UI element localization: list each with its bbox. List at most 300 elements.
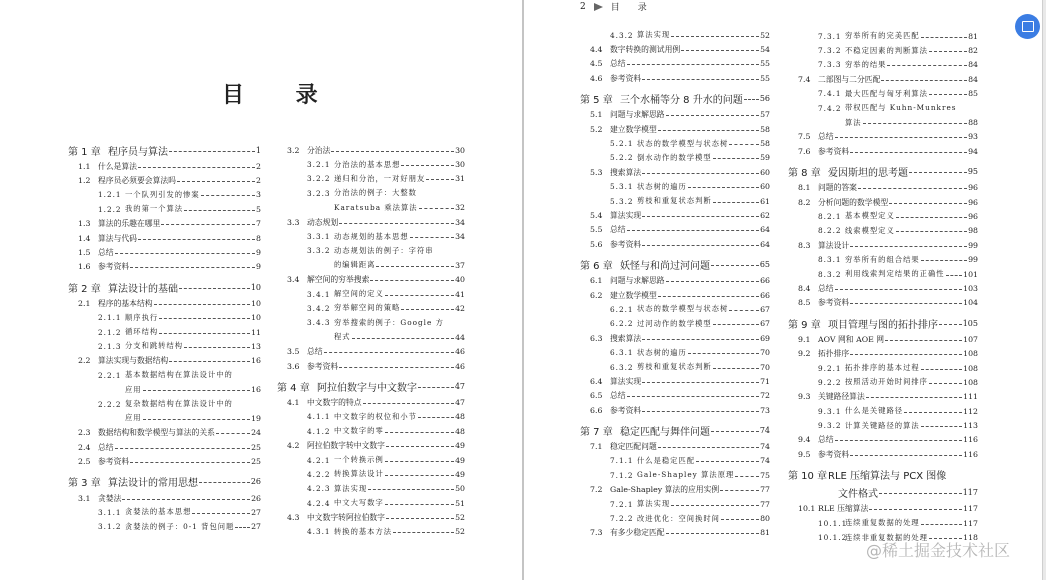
toc-section-entry[interactable] [798, 296, 978, 310]
toc-entry-page: 19 [251, 413, 261, 423]
toc-section-entry[interactable] [590, 389, 770, 403]
toc-subsection-entry[interactable] [798, 361, 978, 375]
toc-entry-title: 参考资料 [818, 298, 850, 308]
leader-dots [835, 289, 963, 290]
leader-dots [161, 224, 255, 225]
toc-entry-number: 3.4.2 [307, 303, 331, 313]
toc-entry-page: 66 [760, 290, 770, 300]
toc-entry-page: 41 [455, 289, 465, 299]
toc-entry-number: 7.2.2 [610, 514, 634, 524]
toc-entry-title: 我的第一个算法 [125, 204, 184, 214]
leader-dots [929, 383, 962, 384]
toc-subsection-entry[interactable] [590, 151, 770, 165]
toc-entry-title: Gale-Shapley 算法的应用实例 [610, 485, 720, 495]
toc-section-entry[interactable] [287, 438, 465, 452]
toc-entry-title: 总结 [98, 442, 114, 452]
leader-dots [426, 179, 454, 180]
toc-entry-page: 10 [251, 313, 261, 323]
toc-subsection-entry[interactable] [798, 375, 978, 389]
toc-entry-page: 24 [251, 428, 261, 438]
toc-section-entry[interactable] [798, 144, 978, 158]
leader-dots [713, 202, 759, 203]
toc-entry-title: 解空间的穷举搜索 [307, 275, 370, 285]
leader-dots [879, 493, 962, 494]
toc-entry-title: 参考资料 [818, 449, 850, 459]
toc-entry-page: 5 [256, 204, 261, 214]
toc-entry-title: 总结 [818, 435, 834, 445]
toc-entry-page: 46 [455, 347, 465, 357]
toc-section-entry[interactable] [798, 390, 978, 404]
toc-entry-page: 103 [963, 283, 978, 293]
toc-entry-page: 104 [963, 298, 978, 308]
toc-section-entry[interactable] [78, 440, 261, 454]
toc-entry-title: 状态的数学模型与状态树 [637, 304, 729, 314]
toc-entry-page: 64 [760, 225, 770, 235]
toc-entry-number: 2.1.2 [98, 327, 122, 337]
toc-entry-number: 4.2.1 [307, 455, 331, 465]
toc-subsection-entry[interactable] [590, 468, 770, 482]
toc-entry-title: 问题与求解思路 [610, 276, 665, 286]
leader-dots [713, 158, 759, 159]
toc-chapter-entry[interactable] [580, 421, 770, 439]
toc-subsection-entry[interactable] [798, 224, 978, 238]
toc-entry-page: 31 [455, 174, 465, 184]
toc-entry-page: 61 [760, 196, 770, 206]
toc-section-entry[interactable] [78, 245, 261, 259]
toc-entry-continuation[interactable] [287, 258, 465, 272]
leader-dots [401, 309, 454, 310]
leader-dots [401, 165, 454, 166]
toc-subsection-entry[interactable] [78, 368, 261, 382]
toc-subsection-entry[interactable] [287, 525, 465, 539]
toc-column-1 [68, 141, 261, 534]
toc-section-entry[interactable] [287, 273, 465, 287]
toc-entry-title: 顺序执行 [125, 312, 159, 322]
toc-entry-page: 108 [963, 363, 978, 373]
toc-entry-title: RLE 压缩算法与 PCX 图像 [828, 471, 947, 483]
toc-entry-number: 1.2.1 [98, 190, 122, 200]
toc-section-entry[interactable] [590, 237, 770, 251]
toc-entry-number: 8.2 [798, 197, 811, 207]
toc-entry-number: 2.2.1 [98, 370, 122, 380]
toc-subsection-entry[interactable] [78, 188, 261, 202]
toc-entry-number: 3.3 [287, 217, 300, 227]
toc-section-entry[interactable] [590, 208, 770, 222]
toc-entry-title: 分支和跳转结构 [125, 341, 184, 351]
toc-entry-number: 2.1 [78, 298, 91, 308]
leader-dots [184, 347, 250, 348]
toc-entry-number: 7.2 [590, 485, 603, 495]
toc-subsection-entry[interactable] [287, 410, 465, 424]
toc-section-entry[interactable] [287, 510, 465, 524]
toc-section-entry[interactable] [590, 122, 770, 136]
leader-dots [896, 231, 967, 232]
toc-subsection-entry[interactable] [287, 316, 465, 330]
toc-entry-page: 37 [455, 260, 465, 270]
toc-entry-page: 113 [963, 421, 978, 431]
leader-dots [696, 461, 759, 462]
toc-subsection-entry[interactable] [798, 267, 978, 281]
toc-subsection-entry[interactable] [798, 209, 978, 223]
toc-subsection-entry[interactable] [590, 302, 770, 316]
toc-entry-continuation[interactable] [287, 330, 465, 344]
toc-section-entry[interactable] [287, 143, 465, 157]
toc-entry-page: 96 [968, 211, 978, 221]
leader-dots [835, 440, 963, 441]
toc-subsection-entry[interactable] [78, 339, 261, 353]
toc-subsection-entry[interactable] [78, 311, 261, 325]
toc-entry-number: 9.3.1 [818, 406, 842, 416]
toc-section-entry[interactable] [78, 426, 261, 440]
toc-entry-number: 4.1.2 [307, 426, 331, 436]
toc-entry-number: 4.2.2 [307, 469, 331, 479]
toc-section-entry[interactable] [78, 173, 261, 187]
toc-entry-title-line2: 文件格式 [838, 489, 878, 501]
toc-entry-continuation[interactable] [287, 201, 465, 215]
toc-subsection-entry[interactable] [798, 404, 978, 418]
leader-dots [418, 387, 454, 388]
toc-entry-number: 3.3.1 [307, 232, 331, 242]
toc-subsection-entry[interactable] [590, 511, 770, 525]
toc-entry-page: 34 [455, 232, 465, 242]
toc-subsection-entry[interactable] [287, 424, 465, 438]
toc-entry-number: 8.3.2 [818, 269, 842, 279]
toc-subsection-entry[interactable] [287, 467, 465, 481]
leader-dots [159, 333, 250, 334]
toc-entry-title: 循环结构 [125, 327, 159, 337]
toc-entry-number: 3.4.3 [307, 318, 331, 328]
toc-entry-page: 49 [455, 469, 465, 479]
toc-section-entry[interactable] [590, 57, 770, 71]
toc-entry-number: 8.5 [798, 298, 811, 308]
leader-dots [192, 513, 250, 514]
toc-entry-page: 52 [455, 527, 465, 537]
toc-entry-number: 3.5 [287, 347, 300, 357]
toc-entry-page: 25 [251, 442, 261, 452]
toc-entry-number: 7.4 [798, 74, 811, 84]
toc-entry-title: 建立数学模型 [610, 124, 657, 134]
leader-dots [385, 295, 454, 296]
running-head-label: 目 录 [610, 3, 647, 13]
toc-entry-title: 贪婪法的基本思想 [125, 507, 192, 517]
toc-entry-page: 27 [251, 522, 261, 532]
toc-entry-title: 动态规划 [307, 217, 339, 227]
toc-entry-title: Gale-Shapley 算法原理 [637, 470, 735, 480]
toc-subsection-entry[interactable] [798, 418, 978, 432]
toc-subsection-entry[interactable] [287, 453, 465, 467]
leader-dots [858, 188, 967, 189]
toc-section-entry[interactable] [78, 231, 261, 245]
toc-entry-title: 穷举搜索的例子：Google 方 [334, 317, 444, 327]
toc-entry-number: 5.3.2 [610, 196, 634, 206]
toc-entry-page: 72 [760, 391, 770, 401]
toc-entry-title: 程序的基本结构 [98, 298, 153, 308]
toc-section-entry[interactable] [78, 260, 261, 274]
leader-dots [352, 338, 454, 339]
toc-entry-title: 问题与求解思路 [610, 110, 665, 120]
toc-section-entry[interactable] [798, 72, 978, 86]
toc-entry-page: 51 [455, 498, 465, 508]
toc-entry-page: 116 [963, 449, 978, 459]
toc-section-entry[interactable] [798, 447, 978, 461]
toc-subsection-entry[interactable] [287, 229, 465, 243]
toc-section-entry[interactable] [78, 354, 261, 368]
leader-dots [850, 354, 962, 355]
toc-subsection-entry[interactable] [78, 505, 261, 519]
toc-entry-number: 第 1 章 [68, 146, 101, 158]
toc-section-entry[interactable] [78, 217, 261, 231]
toc-entry-number: 7.3.1 [818, 31, 842, 41]
toc-section-entry[interactable] [798, 238, 978, 252]
toc-entry-continuation[interactable] [78, 382, 261, 396]
toc-subsection-entry[interactable] [798, 252, 978, 266]
leader-dots [179, 288, 250, 289]
leader-dots [869, 509, 962, 510]
toc-entry-number: 8.4 [798, 283, 811, 293]
toc-section-entry[interactable] [798, 346, 978, 360]
toc-entry-page: 70 [760, 362, 770, 372]
toc-section-entry[interactable] [590, 374, 770, 388]
toc-entry-number: 6.2.1 [610, 304, 634, 314]
toc-section-entry[interactable] [798, 433, 978, 447]
toc-entry-number: 5.1 [590, 110, 603, 120]
toc-chapter-entry[interactable] [68, 473, 261, 491]
toc-chapter-entry[interactable] [788, 163, 978, 181]
toc-subsection-entry[interactable] [798, 516, 978, 530]
toc-subsection-entry[interactable] [590, 180, 770, 194]
toc-entry-page: 47 [454, 381, 465, 391]
leader-dots [324, 352, 454, 353]
toc-subsection-entry[interactable] [287, 186, 465, 200]
toc-entry-title: 递归和分治，一对好朋友 [334, 173, 426, 183]
toc-subsection-entry[interactable] [798, 58, 978, 72]
toc-entry-number: 8.2.2 [818, 226, 842, 236]
running-head-page-number: 2 [580, 1, 586, 12]
toc-subsection-entry[interactable] [287, 496, 465, 510]
toc-entry-title: 剪枝和重复状态判断 [637, 362, 712, 371]
leader-dots [835, 137, 967, 138]
toc-entry-number: 2.2 [78, 356, 91, 366]
toc-subsection-entry[interactable] [590, 497, 770, 511]
toc-entry-title: AOV 网和 AOE 网 [818, 334, 885, 344]
toc-entry-title-line2: 应用 [125, 413, 142, 423]
toc-section-entry[interactable] [590, 331, 770, 345]
toc-section-entry[interactable] [78, 159, 261, 173]
toc-chapter-entry[interactable] [580, 255, 770, 273]
leader-dots [122, 499, 250, 500]
toc-entry-title: 算法实现 [334, 483, 368, 493]
leader-dots [216, 433, 250, 434]
toc-entry-page: 108 [963, 349, 978, 359]
toc-entry-number: 1.1 [78, 161, 91, 171]
leader-dots [642, 382, 759, 383]
leader-dots [921, 369, 962, 370]
toc-entry-page: 74 [760, 456, 770, 466]
toc-subsection-entry[interactable] [78, 397, 261, 411]
toc-section-entry[interactable] [287, 344, 465, 358]
leader-dots [642, 411, 759, 412]
toc-entry-page: 116 [963, 435, 978, 445]
toc-entry-page: 50 [455, 484, 465, 494]
toc-chapter-entry[interactable] [788, 314, 978, 332]
toc-subsection-entry[interactable] [287, 301, 465, 315]
toc-section-entry[interactable] [590, 71, 770, 85]
toc-subsection-entry[interactable] [798, 87, 978, 101]
toc-section-entry[interactable] [798, 502, 978, 516]
toc-subsection-entry[interactable] [78, 325, 261, 339]
toc-subsection-entry[interactable] [590, 317, 770, 331]
toc-subsection-entry[interactable] [287, 287, 465, 301]
toc-subsection-entry[interactable] [590, 194, 770, 208]
toc-entry-number: 2.3 [78, 428, 91, 438]
toc-subsection-entry[interactable] [287, 244, 465, 258]
toc-entry-page: 64 [760, 239, 770, 249]
toc-subsection-entry[interactable] [287, 157, 465, 171]
toc-entry-page: 3 [256, 190, 261, 200]
toc-section-entry[interactable] [287, 215, 465, 229]
toc-entry-continuation[interactable] [78, 411, 261, 425]
toc-chapter-entry[interactable] [68, 141, 261, 159]
toc-entry-page: 48 [455, 426, 465, 436]
toc-section-entry[interactable] [590, 439, 770, 453]
toc-entry-page: 75 [760, 470, 770, 480]
toc-entry-page: 49 [455, 441, 465, 451]
toc-section-entry[interactable] [287, 359, 465, 373]
leader-dots [143, 419, 250, 420]
toc-section-entry[interactable] [78, 296, 261, 310]
toc-entry-number: 4.4 [590, 45, 603, 55]
toc-subsection-entry[interactable] [287, 482, 465, 496]
toc-entry-title: 剪枝和重复状态判断 [637, 196, 712, 206]
toc-entry-title: 算法实现与数据结构 [98, 356, 169, 366]
toc-entry-title: 算法与代码 [98, 233, 137, 243]
toc-title: 目 录 [222, 83, 340, 108]
toc-section-entry[interactable] [798, 195, 978, 209]
toc-entry-page: 13 [251, 341, 261, 351]
toc-entry-page: 99 [968, 255, 978, 265]
toc-entry-continuation[interactable] [788, 484, 978, 502]
toc-entry-title: 中文大写数字 [334, 498, 384, 508]
image-convert-button[interactable] [1015, 14, 1040, 39]
toc-subsection-entry[interactable] [78, 520, 261, 534]
toc-entry-title-line2: Karatsuba 乘法算法 [334, 202, 418, 212]
toc-entry-title: 稳定匹配问题 [610, 442, 657, 452]
toc-subsection-entry[interactable] [798, 43, 978, 57]
leader-dots [713, 324, 759, 325]
toc-entry-page: 16 [251, 385, 261, 395]
toc-section-entry[interactable] [798, 332, 978, 346]
leader-dots [921, 426, 962, 427]
toc-entry-page: 16 [251, 356, 261, 366]
leader-dots [939, 324, 962, 325]
toc-entry-number: 9.5 [798, 449, 811, 459]
toc-entry-title: 妖怪与和尚过河问题 [620, 260, 710, 272]
toc-subsection-entry[interactable] [798, 101, 978, 115]
toc-entry-title: 参考资料 [818, 146, 850, 156]
toc-subsection-entry[interactable] [590, 454, 770, 468]
leader-dots [909, 172, 967, 173]
toc-section-entry[interactable] [590, 403, 770, 417]
toc-section-entry[interactable] [798, 130, 978, 144]
toc-entry-number: 1.4 [78, 233, 91, 243]
toc-subsection-entry[interactable] [287, 172, 465, 186]
toc-section-entry[interactable] [590, 288, 770, 302]
toc-section-entry[interactable] [798, 281, 978, 295]
toc-subsection-entry[interactable] [590, 28, 770, 42]
toc-section-entry[interactable] [590, 42, 770, 56]
toc-subsection-entry[interactable] [798, 29, 978, 43]
toc-entry-page: 67 [760, 319, 770, 329]
leader-dots [130, 267, 255, 268]
toc-chapter-entry[interactable] [788, 466, 978, 484]
leader-dots [850, 246, 967, 247]
toc-entry-page: 84 [968, 60, 978, 70]
toc-section-entry[interactable] [78, 454, 261, 468]
toc-entry-number: 8.3.1 [818, 255, 842, 265]
toc-entry-number: 9.1 [798, 334, 811, 344]
toc-section-entry[interactable] [590, 483, 770, 497]
toc-section-entry[interactable] [590, 273, 770, 287]
toc-entry-page: 88 [968, 118, 978, 128]
toc-entry-title: 总结 [818, 132, 834, 142]
toc-entry-page: 99 [968, 240, 978, 250]
leader-dots [896, 217, 967, 218]
toc-entry-page: 117 [963, 518, 978, 528]
toc-chapter-entry[interactable] [68, 278, 261, 296]
toc-section-entry[interactable] [798, 181, 978, 195]
toc-entry-title: 分析问题的数学模型 [818, 197, 889, 207]
toc-subsection-entry[interactable] [78, 202, 261, 216]
toc-entry-number: 第 10 章 [788, 471, 828, 483]
toc-entry-page: 84 [968, 74, 978, 84]
toc-entry-number: 4.3.2 [610, 30, 634, 40]
toc-entry-page: 8 [256, 233, 261, 243]
leader-dots [688, 187, 759, 188]
toc-entry-continuation[interactable] [798, 115, 978, 129]
toc-section-entry[interactable] [590, 526, 770, 540]
toc-entry-page: 57 [760, 110, 770, 120]
toc-entry-title: 稳定匹配与舞伴问题 [620, 426, 710, 438]
leader-dots [339, 223, 454, 224]
toc-entry-number: 第 8 章 [788, 168, 821, 180]
toc-chapter-entry[interactable] [277, 377, 465, 395]
toc-subsection-entry[interactable] [590, 360, 770, 374]
toc-chapter-entry[interactable] [580, 90, 770, 108]
toc-entry-title: 参考资料 [98, 262, 130, 272]
toc-entry-title: 算法设计的基础 [108, 283, 178, 295]
toc-entry-page: 59 [760, 153, 770, 163]
toc-entry-number: 6.3.1 [610, 348, 634, 358]
toc-entry-title: 解空间的定义 [334, 289, 384, 299]
toc-entry-title: 搜索算法 [610, 333, 642, 343]
leader-dots [721, 519, 759, 520]
toc-entry-page: 54 [760, 45, 770, 55]
leader-dots [929, 51, 967, 52]
toc-subsection-entry[interactable] [590, 345, 770, 359]
toc-section-entry[interactable] [78, 491, 261, 505]
toc-subsection-entry[interactable] [590, 136, 770, 150]
toc-entry-number: 4.1 [287, 397, 300, 407]
toc-section-entry[interactable] [590, 223, 770, 237]
toc-entry-number: 6.3 [590, 333, 603, 343]
toc-entry-page: 96 [968, 197, 978, 207]
toc-entry-number: 2.4 [78, 442, 91, 452]
toc-section-entry[interactable] [590, 165, 770, 179]
toc-section-entry[interactable] [590, 108, 770, 122]
toc-entry-page: 60 [760, 182, 770, 192]
toc-section-entry[interactable] [287, 395, 465, 409]
leader-dots [881, 80, 967, 81]
